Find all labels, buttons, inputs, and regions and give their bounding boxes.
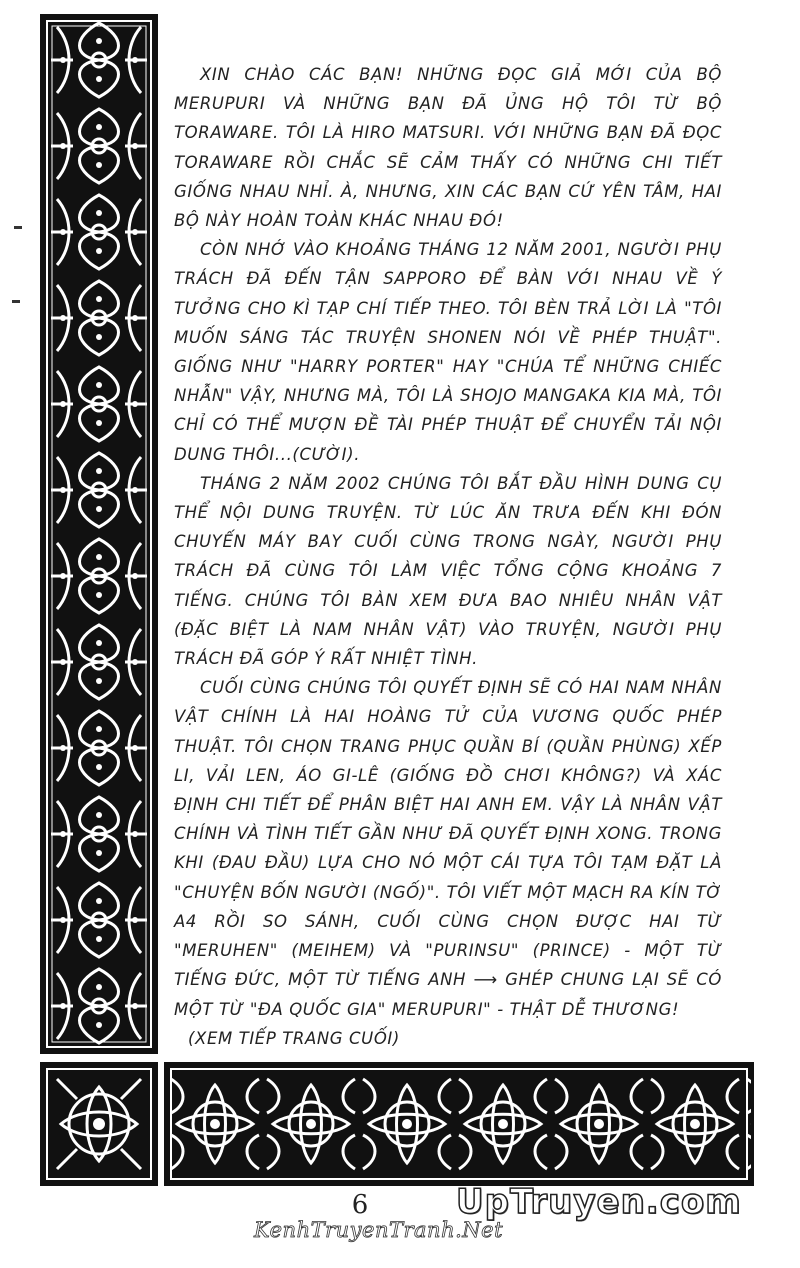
paragraph-planning: THÁNG 2 NĂM 2002 CHÚNG TÔI BẮT ĐẦU HÌNH DUNG CỤ THỂ NỘI DUNG TRUYỆN. TỪ LÚC ĂN TRƯA ĐẾN KHI ĐÓN CHUYẾN MÁY BAY CUỐI CÙNG TRONG NGÀY, NGƯỜI PHỤ TRÁCH ĐÃ CÙNG TÔI LÀM VIỆC TỔNG CỘNG KHOẢNG 7 TIẾNG. CHÚNG TÔI BÀN XEM ĐƯA BAO NHIÊU NHÂN VẬT (ĐẶC BIỆT LÀ NAM NHÂN VẬT) VÀO TRUYỆN, NGƯỜI PHỤ TRÁCH ĐÃ GÓP Ý RẤT NHIỆT TÌNH. [174,473,722,669]
ornamental-border-left [40,14,158,1054]
paragraph-decision: CUỐI CÙNG CHÚNG TÔI QUYẾT ĐỊNH SẼ CÓ HAI NAM NHÂN VẬT CHÍNH LÀ HAI HOÀNG TỬ CỦA VƯƠNG QUỐC PHÉP THUẬT. TÔI CHỌN TRANG PHỤC QUẦN BÍ (QUẦN PHÙNG) XẾP LI, VẢI LEN, ÁO GI-LÊ (GIỐNG ĐỒ CHƠI KHÔNG?) VÀ XÁC ĐỊNH CHI TIẾT ĐỂ PHÂN BIỆT HAI ANH EM. VẬY LÀ NHÂN VẬT CHÍNH VÀ TÌNH TIẾT GẦN NHƯ ĐÃ QUYẾT ĐỊNH XONG. TRONG KHI (ĐAU ĐẦU) LỰA CHO NÓ MỘT CÁI TỰA TÔI TẠM ĐẶT LÀ "CHUYỆN BỐN NGƯỜI (NGỐ)". TÔI VIẾT MỘT MẠCH RA KÍN TỜ A4 RỒI SO SÁNH, CUỐI CÙNG CHỌN ĐƯỢC HAI TỪ "MERUHEN" (MEIHEM) VÀ "PURINSU" (PRINCE) - MỘT TỪ TIẾNG ĐỨC, MỘT TỪ TIẾNG ANH ⟶ GHÉP CHUNG LẠI SẼ CÓ MỘT TỪ "ĐA QUỐC GIA" MERUPURI" - THẬT DỄ THƯƠNG! [174,678,722,1019]
scan-mark [14,226,22,229]
ornamental-corner [40,1062,158,1186]
watermark-uptruyen: UpTruyen.com [456,1182,742,1222]
page-number: 6 [351,1190,369,1220]
paragraph-intro: XIN CHÀO CÁC BẠN! NHỮNG ĐỌC GIẢ MỚI CỦA BỘ MERUPURI VÀ NHỮNG BẠN ĐÃ ỦNG HỘ TÔI TỪ BỘ TORAWARE. TÔI LÀ HIRO MATSURI. VỚI NHỮNG BẠN ĐÃ ĐỌC TORAWARE RỒI CHẮC SẼ CẢM THẤY CÓ NHỮNG CHI TIẾT GIỐNG NHAU NHỈ. À, NHƯNG, XIN CÁC BẠN CỨ YÊN TÂM, HAI BỘ NÀY HOÀN TOÀN KHÁC NHAU ĐÓ! [174,65,722,231]
paragraph-idea: CÒN NHỚ VÀO KHOẢNG THÁNG 12 NĂM 2001, NGƯỜI PHỤ TRÁCH ĐÃ ĐẾN TẬN SAPPORO ĐỂ BÀN VỚI NHAU VỀ Ý TƯỞNG CHO KÌ TẠP CHÍ TIẾP THEO. TÔI BÈN TRẢ LỜI LÀ "TÔI MUỐN SÁNG TÁC TRUYỆN SHONEN NÓI VỀ PHÉP THUẬT". GIỐNG NHƯ "HARRY PORTER" HAY "CHÚA TỂ NHỮNG CHIẾC NHẪN" VẬY, NHƯNG MÀ, TÔI LÀ SHOJO MANGAKA KIA MÀ, TÔI CHỈ CÓ THỂ MƯỢN ĐỀ TÀI PHÉP THUẬT ĐỂ CHUYỂN TẢI NỘI DUNG THÔI...(CƯỜI). [174,240,722,464]
ornament-pattern-icon [43,17,155,1051]
continued-note: (XEM TIẾP TRANG CUỐI) [188,1028,400,1048]
ornament-rosette-icon [43,1065,155,1183]
scan-mark [12,300,20,303]
ornament-band-icon [167,1065,751,1183]
author-note-text [174,60,722,1053]
watermark-kenhtruyentranh: KenhTruyenTranh.Net [254,1218,504,1242]
ornamental-border-bottom [164,1062,754,1186]
